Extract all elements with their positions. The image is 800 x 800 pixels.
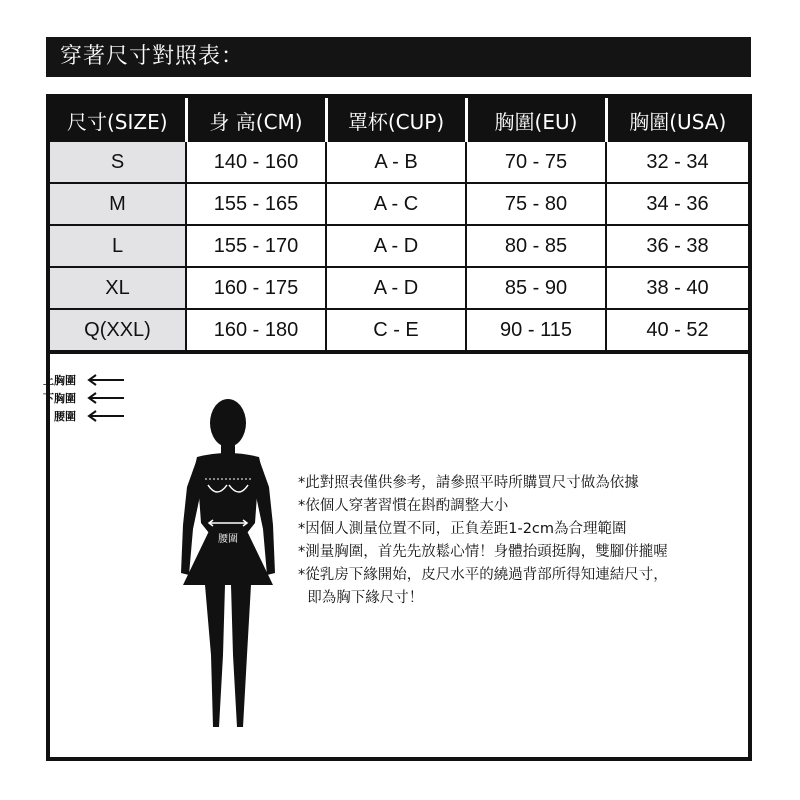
cup-cell: A - C [326, 183, 466, 225]
bust-usa-cell: 36 - 38 [606, 225, 748, 267]
upper-bust-label: 上胸圍 [43, 374, 76, 387]
waist-label: 腰圍 [54, 410, 76, 423]
measure-waist [26, 408, 126, 426]
header-bust-usa: 胸圍(USA) [606, 98, 748, 142]
cup-cell: A - D [326, 225, 466, 267]
size-notes [298, 472, 668, 610]
left-arrow-icon [86, 373, 126, 387]
measure-upper-bust [26, 372, 126, 390]
height-cell: 160 - 175 [186, 267, 326, 309]
header-height: 身 高(CM) [186, 98, 326, 142]
size-cell: Q(XXL) [50, 309, 186, 352]
table-row [50, 142, 748, 183]
measurement-labels [26, 372, 126, 426]
size-chart-frame [46, 94, 752, 761]
left-arrow-icon [86, 391, 126, 405]
cup-cell: C - E [326, 309, 466, 352]
body-silhouette-icon [175, 395, 285, 735]
height-cell: 160 - 180 [186, 309, 326, 352]
table-header-row [50, 98, 748, 142]
size-table [50, 98, 748, 354]
size-cell: L [50, 225, 186, 267]
note-line: *測量胸圍，首先先放鬆心情！身體抬頭挺胸，雙腳併攏喔 [298, 544, 668, 560]
size-cell: XL [50, 267, 186, 309]
bust-eu-cell: 80 - 85 [466, 225, 606, 267]
bust-usa-cell: 40 - 52 [606, 309, 748, 352]
height-cell: 155 - 165 [186, 183, 326, 225]
bust-usa-cell: 34 - 36 [606, 183, 748, 225]
header-bust-eu: 胸圍(EU) [466, 98, 606, 142]
header-size: 尺寸(SIZE) [50, 98, 186, 142]
cup-cell: A - D [326, 267, 466, 309]
note-line: 即為胸下緣尺寸！ [298, 590, 424, 606]
measure-lower-bust [26, 390, 126, 408]
note-line: *此對照表僅供參考，請參照平時所購買尺寸做為依據 [298, 475, 639, 491]
note-line: *從乳房下緣開始，皮尺水平的繞過背部所得知連結尺寸， [298, 567, 668, 583]
height-cell: 155 - 170 [186, 225, 326, 267]
height-cell: 140 - 160 [186, 142, 326, 183]
size-cell: M [50, 183, 186, 225]
bust-eu-cell: 90 - 115 [466, 309, 606, 352]
bust-eu-cell: 85 - 90 [466, 267, 606, 309]
bust-eu-cell: 75 - 80 [466, 183, 606, 225]
table-row [50, 225, 748, 267]
size-cell: S [50, 142, 186, 183]
bust-usa-cell: 38 - 40 [606, 267, 748, 309]
figure-waist-label: 腰圍 [218, 534, 238, 545]
header-cup: 罩杯(CUP) [326, 98, 466, 142]
note-line: *因個人測量位置不同，正負差距1-2cm為合理範圍 [298, 521, 627, 537]
table-row [50, 183, 748, 225]
note-line: *依個人穿著習慣在斟酌調整大小 [298, 498, 509, 514]
page-title: 穿著尺寸對照表： [46, 37, 751, 77]
bust-eu-cell: 70 - 75 [466, 142, 606, 183]
lower-bust-label: 下胸圍 [43, 392, 76, 405]
bust-usa-cell: 32 - 34 [606, 142, 748, 183]
left-arrow-icon [86, 409, 126, 423]
cup-cell: A - B [326, 142, 466, 183]
table-row [50, 309, 748, 352]
table-row [50, 267, 748, 309]
